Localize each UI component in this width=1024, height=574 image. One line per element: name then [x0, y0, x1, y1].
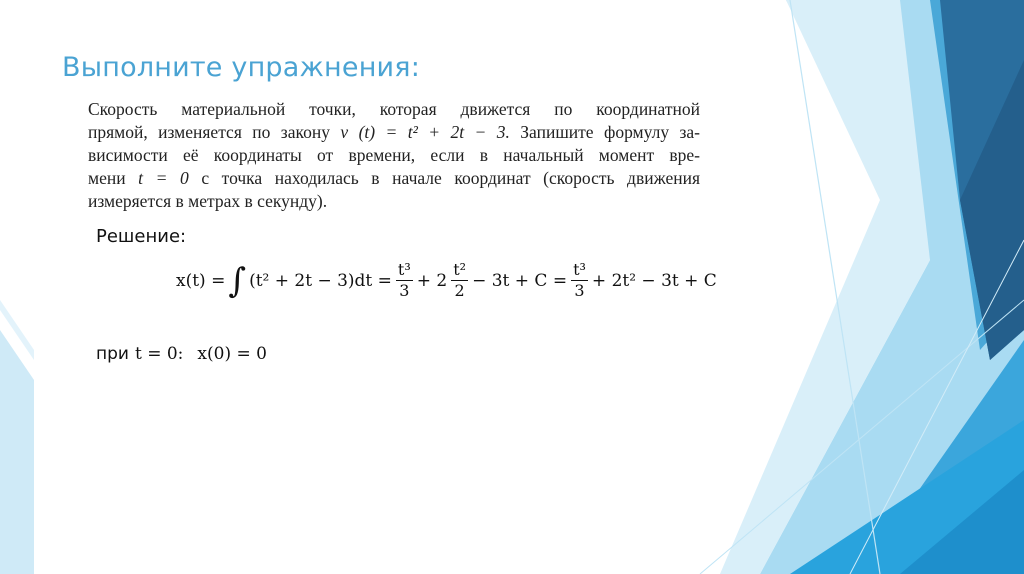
- left-accent-strip: [0, 330, 34, 574]
- condition-result: x(0) = 0: [197, 344, 267, 364]
- fraction-denominator: 3: [574, 281, 585, 300]
- slide-title: Выполните упражнения:: [62, 52, 421, 83]
- fraction-numerator: t³: [397, 260, 411, 279]
- formula-lhs: x(t) =: [176, 270, 226, 291]
- solution-label: Решение:: [96, 226, 187, 247]
- fraction-denominator: 2: [454, 281, 465, 300]
- condition-label: при: [96, 344, 129, 364]
- problem-line-2: [88, 121, 700, 144]
- problem-line-4-end: с точка находилась в начале координат (скорость движения: [201, 168, 700, 188]
- formula-integrand: (t² + 2t − 3)dt =: [249, 270, 392, 291]
- fraction-t3-over-3-result: [571, 260, 588, 301]
- integral-sign: ∫: [228, 260, 247, 301]
- formula-tail: + 2t² − 3t + C: [591, 270, 717, 291]
- fraction-t3-over-3: [396, 260, 413, 301]
- problem-line-4: [88, 167, 700, 190]
- problem-text: [88, 98, 700, 213]
- formula-plus-two: + 2: [416, 270, 448, 291]
- problem-line-5: измеряется в метрах в секунду).: [88, 191, 328, 211]
- fraction-numerator: t³: [573, 260, 586, 279]
- problem-line-4-start: мени: [88, 168, 126, 188]
- fraction-t2-over-2: [451, 260, 468, 301]
- fraction-denominator: 3: [399, 281, 410, 300]
- velocity-formula: v (t) = t² + 2t − 3.: [340, 122, 510, 142]
- problem-line-3: висимости её координаты от времени, если в начальный момент вре-: [88, 145, 700, 165]
- problem-line-1: Скорость материальной точки, которая движется по координатной: [88, 99, 700, 119]
- solution-formula: [175, 260, 718, 301]
- condition-time: t = 0:: [134, 344, 184, 364]
- initial-time-condition: t = 0: [138, 168, 189, 188]
- problem-line-2-start: прямой, изменяется по закону: [88, 122, 330, 142]
- fraction-numerator: t²: [453, 260, 467, 279]
- initial-condition: [96, 344, 267, 364]
- problem-line-2-end: Запишите формулу за-: [520, 122, 701, 142]
- formula-middle: − 3t + C =: [472, 270, 568, 291]
